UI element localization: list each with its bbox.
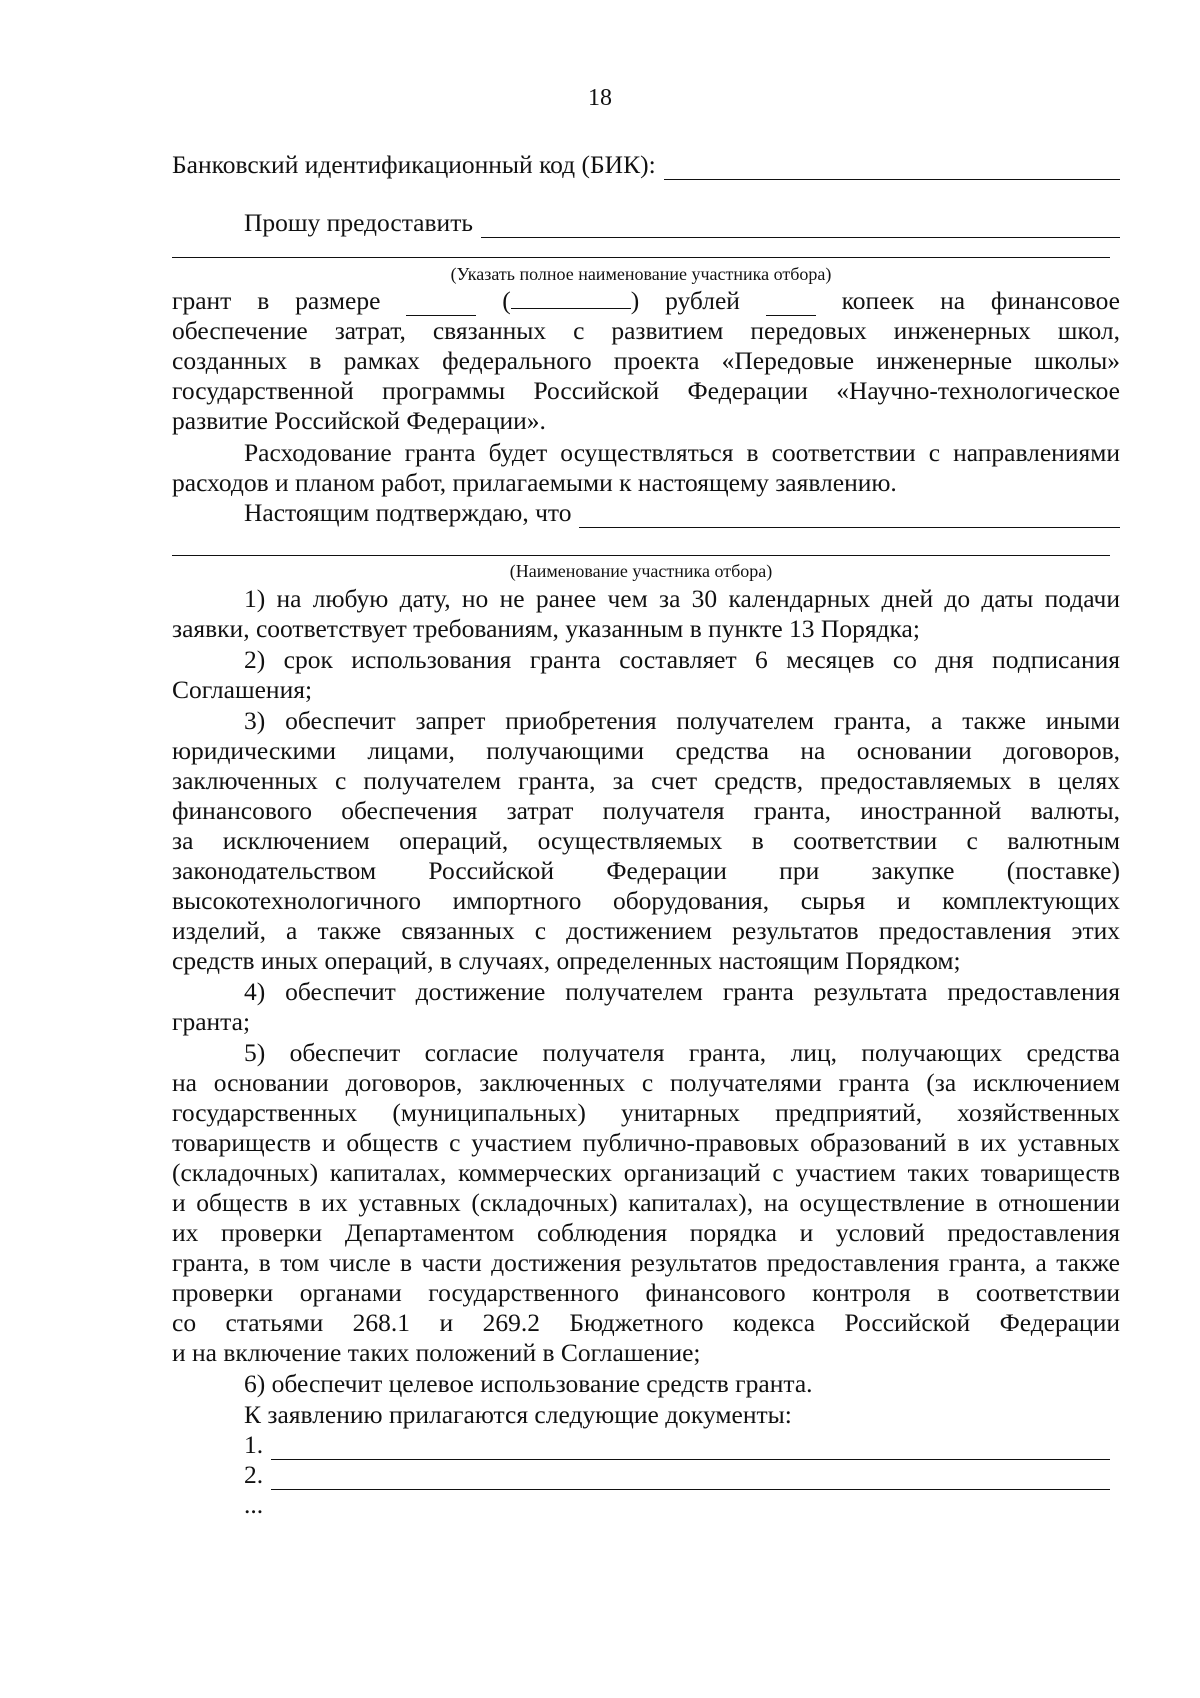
attachment-blank-2[interactable] <box>271 1467 1110 1490</box>
item-5-line: товариществ и обществ с участием публично-правовых образований в их уставных <box>172 1128 1120 1157</box>
item-3-line: заключенных с получателем гранта, за счет средств, предоставляемых в целях <box>172 766 1120 795</box>
applicant-full-name-blank[interactable] <box>172 257 1110 258</box>
bik-label: Банковский идентификационный код (БИК): <box>172 150 656 179</box>
request-label: Прошу предоставить <box>244 208 473 237</box>
item-5-line: их проверки Департаментом соблюдения порядка и условий предоставления <box>172 1218 1120 1247</box>
item-5-line: проверки органами государственного финансового контроля в соответствии <box>172 1278 1120 1307</box>
ellipsis: ... <box>244 1490 264 1519</box>
attachment-blank-1[interactable] <box>271 1437 1110 1460</box>
attachment-number: 2. <box>244 1460 264 1489</box>
attachment-row-2 <box>172 1460 1110 1490</box>
item-1-line: 1) на любую дату, но не ранее чем за 30 календарных дней до даты подачи <box>244 584 1120 613</box>
applicant-name-blank[interactable] <box>172 555 1110 556</box>
item-3-line: юридическими лицами, получающими средства на основании договоров, <box>172 736 1120 765</box>
page-number: 18 <box>588 85 612 111</box>
grant-amount-row <box>172 286 1120 316</box>
item-5-line: 5) обеспечит согласие получателя гранта, лиц, получающих средства <box>244 1038 1120 1067</box>
item-5-line: и обществ в их уставных (складочных) капиталах), на осуществление в отношении <box>172 1188 1120 1217</box>
item-3-line: законодательством Российской Федерации при закупке (поставке) <box>172 856 1120 885</box>
bik-blank[interactable] <box>664 157 1120 180</box>
paren-close: ) <box>630 286 640 315</box>
item-4-line: гранта; <box>172 1007 251 1036</box>
grant-word-rubles: рублей <box>665 286 740 315</box>
item-5-line: государственных (муниципальных) унитарных предприятий, хозяйственных <box>172 1098 1120 1127</box>
paren-open: ( <box>502 286 511 315</box>
item-1-line: заявки, соответствует требованиям, указанным в пункте 13 Порядка; <box>172 614 920 643</box>
confirm-label: Настоящим подтверждаю, что <box>244 498 572 527</box>
caption-applicant: (Наименование участника отбора) <box>509 561 773 581</box>
item-5-line: (складочных) капиталах, коммерческих организаций с участием таких товариществ <box>172 1158 1120 1187</box>
amount-words-blank[interactable] <box>511 286 631 309</box>
item-2-line: Соглашения; <box>172 675 313 704</box>
grant-word-1: грант <box>172 286 232 315</box>
attachment-row-1 <box>172 1430 1110 1460</box>
item-4-line: 4) обеспечит достижение получателем гранта результата предоставления <box>244 977 1120 1006</box>
item-2-line: 2) срок использования гранта составляет 6 месяцев со дня подписания <box>244 645 1120 674</box>
grant-text-line: созданных в рамках федерального проекта «Передовые инженерные школы» <box>172 346 1120 375</box>
request-row <box>172 208 1120 238</box>
amount-blank[interactable] <box>406 293 476 316</box>
bik-row <box>172 150 1120 180</box>
item-5-line: на основании договоров, заключенных с получателями гранта (за исключением <box>172 1068 1120 1097</box>
grant-text-line: обеспечение затрат, связанных с развитием передовых инженерных школ, <box>172 316 1120 345</box>
item-3-line: 3) обеспечит запрет приобретения получателем гранта, а также иными <box>244 706 1120 735</box>
grant-word-3: размере <box>295 286 381 315</box>
item-3-line: высокотехнологичного импортного оборудования, сырья и комплектующих <box>172 886 1120 915</box>
grant-word-na: на <box>940 286 966 315</box>
item-3-line: средств иных операций, в случаях, определенных настоящим Порядком; <box>172 946 961 975</box>
attachment-number: 1. <box>244 1430 264 1459</box>
item-3-line: финансового обеспечения затрат получателя гранта, иностранной валюты, <box>172 796 1120 825</box>
grant-text-line: государственной программы Российской Федерации «Научно-технологическое <box>172 376 1120 405</box>
grant-text-line: развитие Российской Федерации». <box>172 406 546 435</box>
request-blank[interactable] <box>481 215 1120 238</box>
item-6-line: 6) обеспечит целевое использование средств гранта. <box>244 1369 813 1398</box>
kopecks-blank[interactable] <box>766 293 816 316</box>
spending-line: Расходование гранта будет осуществляться в соответствии с направлениями <box>244 438 1120 467</box>
item-5-line: и на включение таких положений в Соглашение; <box>172 1338 701 1367</box>
item-5-line: со статьями 268.1 и 269.2 Бюджетного кодекса Российской Федерации <box>172 1308 1120 1337</box>
confirm-row <box>172 498 1120 528</box>
spending-line: расходов и планом работ, прилагаемыми к настоящему заявлению. <box>172 468 897 497</box>
confirm-blank[interactable] <box>579 505 1120 528</box>
item-5-line: гранта, в том числе в части достижения результатов предоставления гранта, а также <box>172 1248 1120 1277</box>
grant-word-kopecks: копеек <box>841 286 915 315</box>
grant-word-financial: финансовое <box>990 286 1120 315</box>
attachments-label: К заявлению прилагаются следующие документы: <box>244 1400 792 1429</box>
grant-word-2: в <box>257 286 270 315</box>
item-3-line: за исключением операций, осуществляемых в соответствии с валютным <box>172 826 1120 855</box>
amount-words-group <box>502 286 639 316</box>
item-3-line: изделий, а также связанных с достижением результатов предоставления этих <box>172 916 1120 945</box>
caption-applicant-full: (Указать полное наименование участника отбора) <box>450 264 832 284</box>
